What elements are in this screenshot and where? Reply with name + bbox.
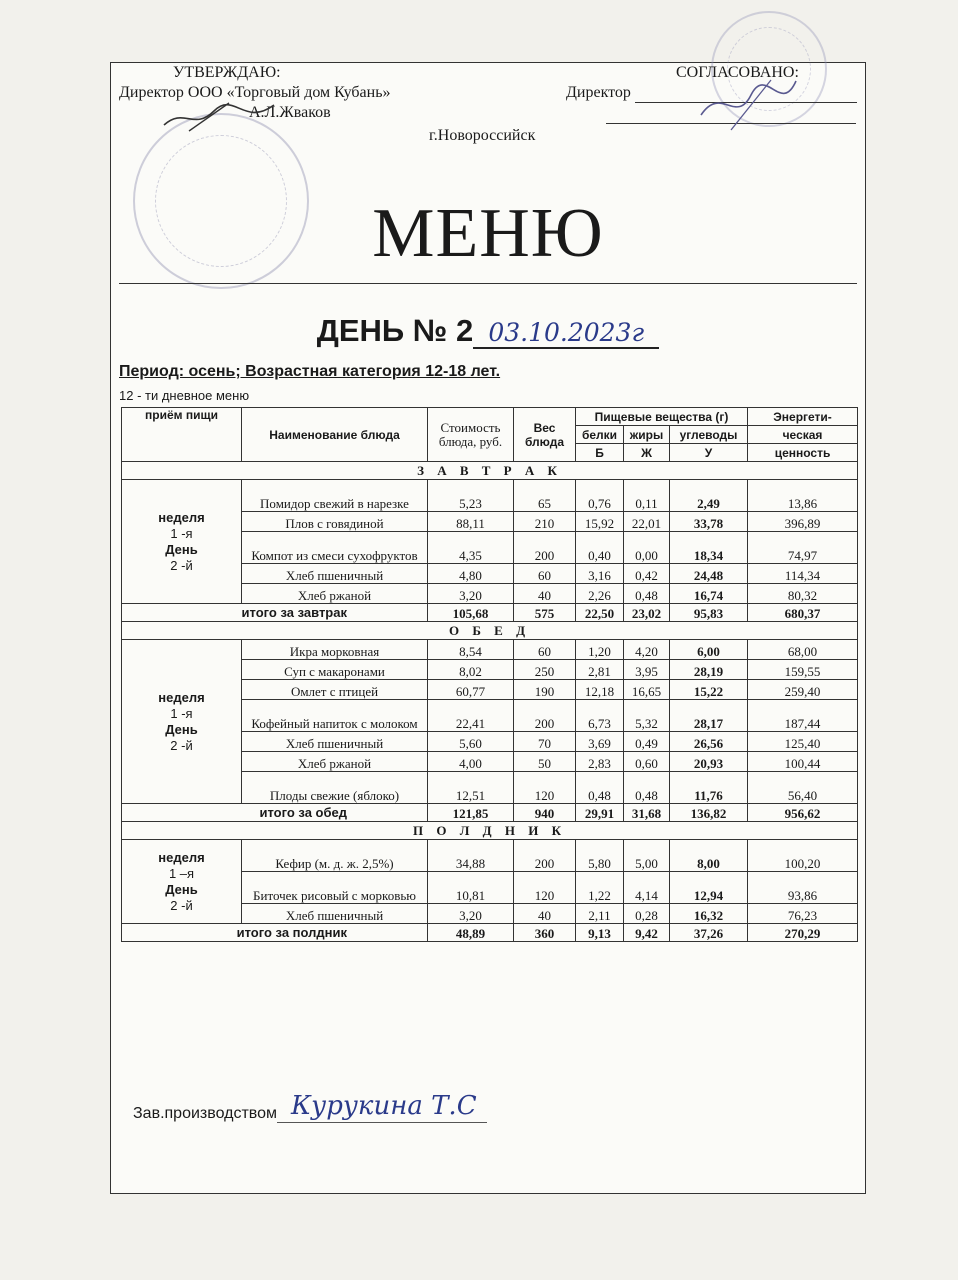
week-day-line: 1 –я — [168, 865, 195, 881]
dish-name: Плоды свежие (яблоко) — [242, 772, 428, 804]
cell-u: 33,78 — [670, 512, 748, 532]
cell-cost: 5,23 — [428, 480, 514, 512]
section-header-row — [122, 622, 858, 640]
section-title: З А В Т Р А К — [122, 462, 858, 480]
total-weight: 575 — [514, 604, 576, 622]
header-energy-mid: ческая — [748, 426, 858, 444]
cell-weight: 200 — [514, 532, 576, 564]
cell-weight: 190 — [514, 680, 576, 700]
cell-b: 0,40 — [576, 532, 624, 564]
dish-name: Хлеб ржаной — [242, 752, 428, 772]
week-day-line: неделя — [158, 689, 205, 705]
cell-u: 15,22 — [670, 680, 748, 700]
cell-b: 2,83 — [576, 752, 624, 772]
cell-cost: 4,00 — [428, 752, 514, 772]
director-signature — [159, 97, 279, 137]
cell-weight: 200 — [514, 700, 576, 732]
footer-label: Зав.производством — [133, 1105, 277, 1122]
cell-weight: 60 — [514, 564, 576, 584]
section-header-row — [122, 462, 858, 480]
header-energy-bot: ценность — [748, 444, 858, 462]
cell-u: 8,00 — [670, 840, 748, 872]
approval-title: УТВЕРЖДАЮ: — [173, 64, 281, 81]
cell-zh: 5,00 — [624, 840, 670, 872]
cell-e: 187,44 — [748, 700, 858, 732]
cell-zh: 16,65 — [624, 680, 670, 700]
agreement-title: СОГЛАСОВАНО: — [676, 64, 799, 81]
header-zh: Ж — [624, 444, 670, 462]
cell-e: 100,44 — [748, 752, 858, 772]
cell-weight: 60 — [514, 640, 576, 660]
week-day-label — [122, 840, 242, 924]
total-weight: 940 — [514, 804, 576, 822]
dish-name: Кофейный напиток с молоком — [242, 700, 428, 732]
week-day-line: неделя — [158, 849, 205, 865]
cell-cost: 4,35 — [428, 532, 514, 564]
total-label: итого за обед — [122, 804, 428, 822]
table-row — [122, 840, 858, 872]
header-proteins: белки — [576, 426, 624, 444]
cell-e: 68,00 — [748, 640, 858, 660]
cell-b: 0,76 — [576, 480, 624, 512]
cell-e: 100,20 — [748, 840, 858, 872]
cell-e: 93,86 — [748, 872, 858, 904]
week-day-line: 1 -я — [170, 525, 193, 541]
week-day-line: неделя — [158, 509, 205, 525]
cell-b: 2,11 — [576, 904, 624, 924]
total-e: 956,62 — [748, 804, 858, 822]
cell-u: 20,93 — [670, 752, 748, 772]
week-day-line: 2 -й — [170, 737, 193, 753]
total-cost: 48,89 — [428, 924, 514, 942]
cell-u: 24,48 — [670, 564, 748, 584]
cell-u: 28,19 — [670, 660, 748, 680]
total-cost: 121,85 — [428, 804, 514, 822]
total-b: 22,50 — [576, 604, 624, 622]
week-day-line: 1 -я — [170, 705, 193, 721]
cell-b: 3,16 — [576, 564, 624, 584]
cell-zh: 0,60 — [624, 752, 670, 772]
week-day-line: День — [165, 881, 198, 897]
cell-b: 1,22 — [576, 872, 624, 904]
section-title: О Б Е Д — [122, 622, 858, 640]
menu-table — [121, 407, 858, 942]
dish-name: Биточек рисовый с морковью — [242, 872, 428, 904]
dish-name: Хлеб ржаной — [242, 584, 428, 604]
dish-name: Хлеб пшеничный — [242, 732, 428, 752]
cell-e: 125,40 — [748, 732, 858, 752]
dish-name: Компот из смеси сухофруктов — [242, 532, 428, 564]
cell-e: 259,40 — [748, 680, 858, 700]
cell-b: 0,48 — [576, 772, 624, 804]
cell-b: 5,80 — [576, 840, 624, 872]
cell-b: 12,18 — [576, 680, 624, 700]
cell-u: 6,00 — [670, 640, 748, 660]
cell-u: 26,56 — [670, 732, 748, 752]
dish-name: Кефир (м. д. ж. 2,5%) — [242, 840, 428, 872]
total-row — [122, 924, 858, 942]
total-label: итого за полдник — [122, 924, 428, 942]
cell-e: 159,55 — [748, 660, 858, 680]
week-day-line: 2 -й — [170, 897, 193, 913]
cell-cost: 34,88 — [428, 840, 514, 872]
header-cost: Стоимость блюда, руб. — [428, 408, 514, 462]
cell-u: 16,74 — [670, 584, 748, 604]
total-zh: 9,42 — [624, 924, 670, 942]
approval-position: Директор ООО «Торговый дом Кубань» — [119, 84, 391, 101]
cell-weight: 200 — [514, 840, 576, 872]
cell-weight: 120 — [514, 872, 576, 904]
dish-name: Хлеб пшеничный — [242, 904, 428, 924]
total-u: 136,82 — [670, 804, 748, 822]
cell-zh: 0,48 — [624, 584, 670, 604]
dish-name: Плов с говядиной — [242, 512, 428, 532]
week-day-line: 2 -й — [170, 557, 193, 573]
cell-cost: 3,20 — [428, 584, 514, 604]
handwritten-date: 03.10.2023г — [473, 318, 659, 349]
header-carbs: углеводы — [670, 426, 748, 444]
total-u: 37,26 — [670, 924, 748, 942]
period-line: Период: осень; Возрастная категория 12-18 лет. — [119, 363, 501, 380]
cell-e: 76,23 — [748, 904, 858, 924]
cell-cost: 3,20 — [428, 904, 514, 924]
cell-zh: 5,32 — [624, 700, 670, 732]
cell-b: 2,81 — [576, 660, 624, 680]
total-row — [122, 804, 858, 822]
cell-b: 6,73 — [576, 700, 624, 732]
cell-e: 13,86 — [748, 480, 858, 512]
cell-cost: 22,41 — [428, 700, 514, 732]
city: г.Новороссийск — [429, 127, 536, 144]
total-label: итого за завтрак — [122, 604, 428, 622]
cell-zh: 0,28 — [624, 904, 670, 924]
cell-zh: 0,11 — [624, 480, 670, 512]
dish-name: Помидор свежий в нарезке — [242, 480, 428, 512]
cell-cost: 12,51 — [428, 772, 514, 804]
cell-cost: 8,02 — [428, 660, 514, 680]
header-b: Б — [576, 444, 624, 462]
cell-cost: 4,80 — [428, 564, 514, 584]
total-zh: 23,02 — [624, 604, 670, 622]
table-row — [122, 480, 858, 512]
total-e: 680,37 — [748, 604, 858, 622]
cell-zh: 0,42 — [624, 564, 670, 584]
cell-b: 15,92 — [576, 512, 624, 532]
cell-weight: 40 — [514, 904, 576, 924]
dish-name: Хлеб пшеничный — [242, 564, 428, 584]
dish-name: Икра морковная — [242, 640, 428, 660]
cell-zh: 3,95 — [624, 660, 670, 680]
header-energy-top: Энергети- — [748, 408, 858, 426]
header-u: У — [670, 444, 748, 462]
cell-weight: 70 — [514, 732, 576, 752]
cell-u: 18,34 — [670, 532, 748, 564]
cell-e: 396,89 — [748, 512, 858, 532]
week-day-line: День — [165, 541, 198, 557]
cell-weight: 50 — [514, 752, 576, 772]
menu-sheet — [110, 62, 866, 1194]
total-weight: 360 — [514, 924, 576, 942]
cell-u: 12,94 — [670, 872, 748, 904]
cell-cost: 10,81 — [428, 872, 514, 904]
document-title: МЕНЮ — [372, 195, 604, 272]
agreement-position: Директор — [566, 84, 631, 101]
cell-weight: 120 — [514, 772, 576, 804]
total-cost: 105,68 — [428, 604, 514, 622]
divider — [119, 283, 857, 284]
header-meal: приём пищи — [122, 408, 242, 462]
total-u: 95,83 — [670, 604, 748, 622]
dish-name: Суп с макаронами — [242, 660, 428, 680]
cell-u: 16,32 — [670, 904, 748, 924]
header-weight: Вес блюда — [514, 408, 576, 462]
total-e: 270,29 — [748, 924, 858, 942]
header-fats: жиры — [624, 426, 670, 444]
cell-b: 3,69 — [576, 732, 624, 752]
total-zh: 31,68 — [624, 804, 670, 822]
week-day-line: День — [165, 721, 198, 737]
cell-zh: 22,01 — [624, 512, 670, 532]
cell-cost: 60,77 — [428, 680, 514, 700]
section-title: П О Л Д Н И К — [122, 822, 858, 840]
cell-e: 56,40 — [748, 772, 858, 804]
cell-e: 74,97 — [748, 532, 858, 564]
total-row — [122, 604, 858, 622]
cell-cost: 5,60 — [428, 732, 514, 752]
cell-zh: 0,49 — [624, 732, 670, 752]
cell-weight: 250 — [514, 660, 576, 680]
week-day-label — [122, 640, 242, 804]
cell-cost: 88,11 — [428, 512, 514, 532]
header-nutrients: Пищевые вещества (г) — [576, 408, 748, 426]
cell-cost: 8,54 — [428, 640, 514, 660]
cell-e: 114,34 — [748, 564, 858, 584]
cell-b: 2,26 — [576, 584, 624, 604]
day-heading — [111, 313, 865, 349]
cell-u: 2,49 — [670, 480, 748, 512]
cell-u: 28,17 — [670, 700, 748, 732]
cell-zh: 4,20 — [624, 640, 670, 660]
approval-name: А.Л.Жваков — [249, 104, 331, 121]
menu-subtitle: 12 - ти дневное меню — [119, 388, 250, 403]
total-b: 29,91 — [576, 804, 624, 822]
cell-weight: 210 — [514, 512, 576, 532]
day-label: ДЕНЬ № 2 — [316, 313, 474, 348]
table-body — [122, 462, 858, 942]
cell-b: 1,20 — [576, 640, 624, 660]
cell-zh: 0,00 — [624, 532, 670, 564]
section-header-row — [122, 822, 858, 840]
cell-zh: 0,48 — [624, 772, 670, 804]
agreement-signature — [691, 75, 801, 135]
cell-e: 80,32 — [748, 584, 858, 604]
cell-weight: 65 — [514, 480, 576, 512]
cell-weight: 40 — [514, 584, 576, 604]
total-b: 9,13 — [576, 924, 624, 942]
table-row — [122, 640, 858, 660]
table-header — [122, 408, 858, 462]
dish-name: Омлет с птицей — [242, 680, 428, 700]
week-day-label — [122, 480, 242, 604]
header-dish: Наименование блюда — [242, 408, 428, 462]
handwritten-signature: Курукина Т.С — [291, 1091, 477, 1121]
cell-zh: 4,14 — [624, 872, 670, 904]
cell-u: 11,76 — [670, 772, 748, 804]
